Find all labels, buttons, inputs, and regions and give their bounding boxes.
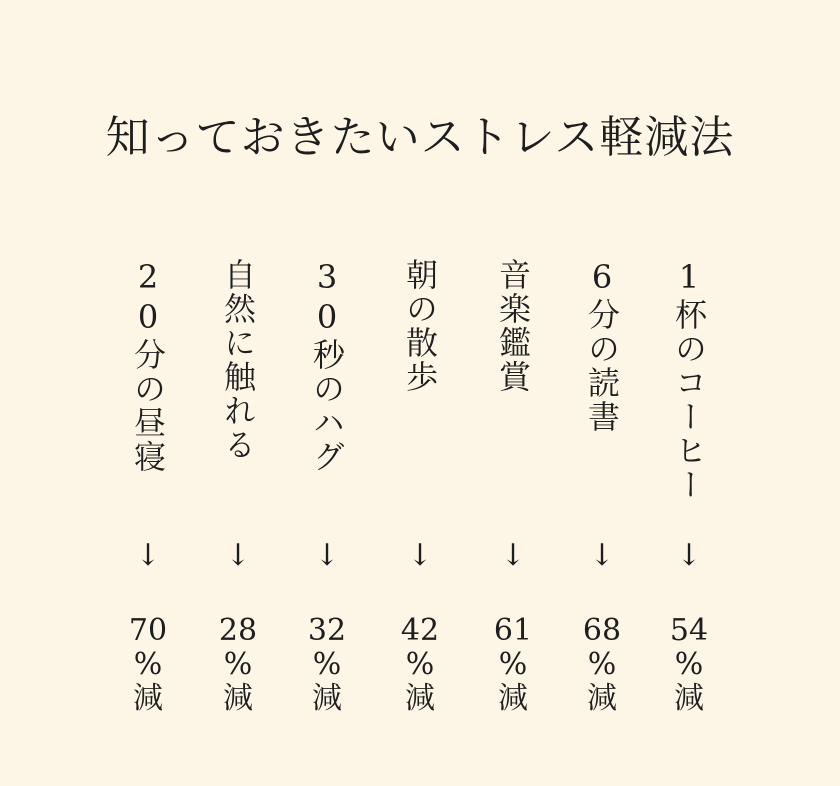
reduction-unit: 減: [312, 681, 342, 716]
down-arrow-icon: ↓: [589, 538, 615, 573]
reduction-unit: 減: [405, 681, 435, 716]
down-arrow-icon: ↓: [500, 538, 526, 573]
percent-sign: %: [674, 647, 704, 682]
method-name: 音楽鑑賞: [494, 258, 532, 394]
method-nap-column: [126, 258, 170, 738]
method-coffee-column: [667, 258, 711, 738]
method-walk-column: [398, 258, 442, 738]
reduction-number: 28: [218, 613, 258, 648]
reduction-unit: 減: [133, 681, 163, 716]
reduction-value: [305, 614, 349, 716]
method-music-column: [491, 258, 535, 738]
down-arrow-icon: ↓: [314, 538, 340, 573]
reduction-value: [491, 614, 535, 716]
reduction-number: 70: [128, 613, 168, 648]
reduction-unit: 減: [587, 681, 617, 716]
percent-sign: %: [312, 647, 342, 682]
reduction-unit: 減: [223, 681, 253, 716]
reduction-number: 54: [669, 613, 709, 648]
reduction-unit: 減: [674, 681, 704, 716]
reduction-value: [126, 614, 170, 716]
down-arrow-icon: ↓: [225, 538, 251, 573]
reduction-number: 42: [400, 613, 440, 648]
percent-sign: %: [133, 647, 163, 682]
percent-sign: %: [405, 647, 435, 682]
page-title: 知っておきたいストレス軽減法: [105, 112, 735, 163]
reduction-number: 32: [307, 613, 347, 648]
method-name: 30秒のハグ: [308, 258, 346, 474]
reduction-value: [580, 614, 624, 716]
method-name: 朝の散歩: [401, 258, 439, 394]
down-arrow-icon: ↓: [407, 538, 433, 573]
method-name: 20分の昼寝: [129, 258, 167, 474]
reduction-number: 68: [582, 613, 622, 648]
method-name: 自然に触れる: [219, 258, 257, 462]
reduction-value: [216, 614, 260, 716]
method-reading-column: [580, 258, 624, 738]
percent-sign: %: [587, 647, 617, 682]
percent-sign: %: [223, 647, 253, 682]
method-name: 6分の読書: [583, 258, 621, 434]
method-nature-column: [216, 258, 260, 738]
method-name: 1杯のコーヒー: [670, 258, 708, 502]
reduction-value: [398, 614, 442, 716]
reduction-unit: 減: [498, 681, 528, 716]
stress-methods-list: [0, 258, 840, 738]
down-arrow-icon: ↓: [676, 538, 702, 573]
reduction-value: [667, 614, 711, 716]
method-hug-column: [305, 258, 349, 738]
down-arrow-icon: ↓: [135, 538, 161, 573]
reduction-number: 61: [493, 613, 533, 648]
percent-sign: %: [498, 647, 528, 682]
